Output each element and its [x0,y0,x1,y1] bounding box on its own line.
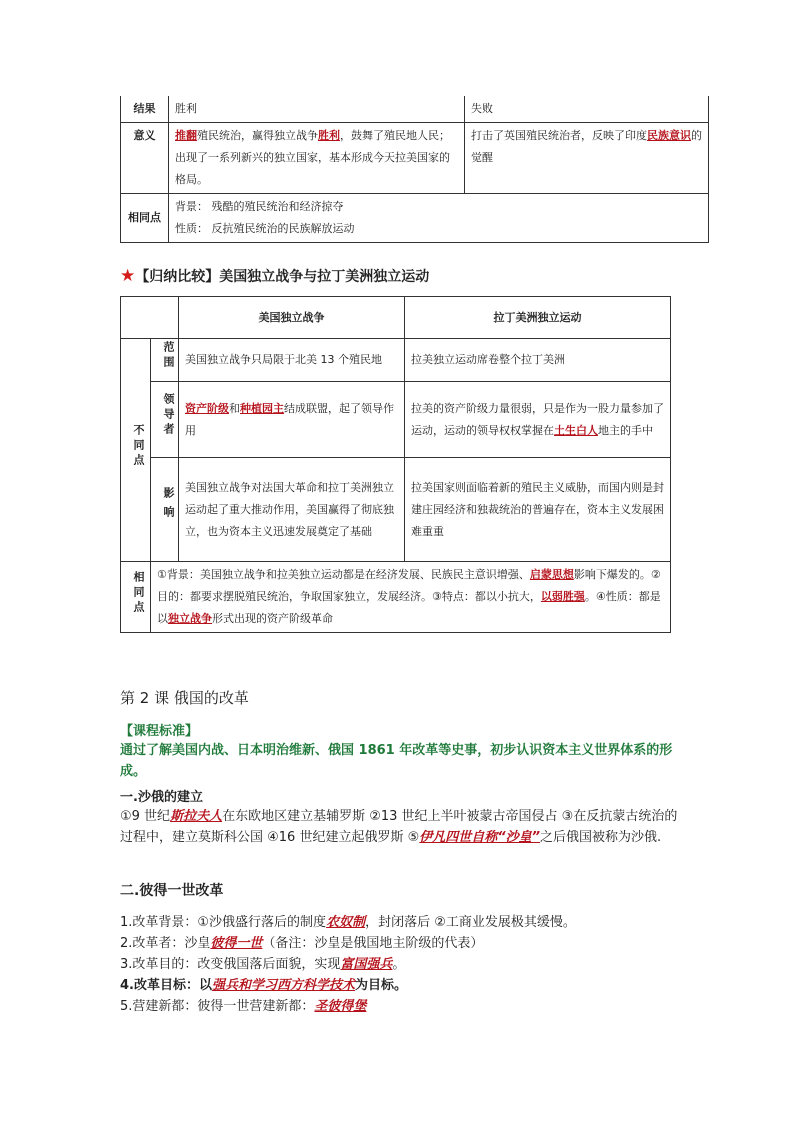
diff-label: 不同点 [121,339,151,562]
lesson-title: 第 2 课 俄国的改革 [120,689,249,707]
compare-header-row [121,297,671,339]
leader-us: 资产阶级和种植园主结成联盟，起了领导作用 [179,382,405,458]
significance-row [121,123,709,194]
compare-table [120,296,671,633]
result-row [121,96,709,123]
list-item: 3.改革目的：改变俄国落后面貌，实现富国强兵。 [120,957,406,972]
leader-la: 拉美的资产阶级力量很弱，只是作为一股力量参加了运动，运动的领导权权掌握在土生白人地主的手中 [405,382,671,458]
list-item: 5.营建新都：彼得一世营建新都：圣彼得堡 [120,999,367,1014]
list-item: 4.改革目标：以强兵和学习西方科学技术为目标。 [120,978,408,993]
compare-common-content: ①背景：美国独立战争和拉美独立运动都是在经济发展、民族民主意识增强、启蒙思想影响下爆发的。②目的：都要求摆脱殖民统治，争取国家独立，发展经济。③特点：都以小抗大，以弱胜强。④性质：都是以独立战争形式出现的资产阶级革命 [151,562,671,633]
col-la: 拉丁美洲独立运动 [405,297,671,339]
col-us: 美国独立战争 [179,297,405,339]
compare-common-row [121,562,671,633]
scope-la: 拉美独立运动席卷整个拉丁美洲 [405,339,671,382]
section1-title: 一.沙俄的建立 [120,790,203,805]
impact-row [121,458,671,562]
section2-title: 二.彼得一世改革 [120,883,224,899]
significance-label: 意义 [121,123,169,194]
standard-label: 【课程标准】 [120,724,199,739]
scope-us: 美国独立战争只局限于北美 13 个殖民地 [179,339,405,382]
significance-right: 打击了英国殖民统治者，反映了印度民族意识的觉醒 [465,123,709,194]
leader-row [121,382,671,458]
common-nature: 性质： 反抗殖民统治的民族解放运动 [175,222,355,235]
standard-text: 通过了解美国内战、日本明治维新、俄国 1861 年改革等史事，初步认识资本主义世界体系的形成。 [120,743,673,779]
compare-common-label: 相同点 [121,562,151,633]
common-row [121,194,709,243]
result-table [120,96,709,243]
result-success: 胜利 [169,96,465,123]
section2-list [120,912,700,1017]
list-item: 2.改革者：沙皇彼得一世（备注：沙皇是俄国地主阶级的代表） [120,936,484,951]
compare-title: ★【归纳比较】美国独立战争与拉丁美洲独立运动 [120,266,430,286]
common-background: 背景： 残酷的殖民统治和经济掠夺 [175,200,344,213]
star-icon: ★ [120,266,136,286]
scope-label: 范围 [151,339,179,382]
common-content [169,194,709,243]
significance-left: 推翻殖民统治，赢得独立战争胜利，鼓舞了殖民地人民；出现了一系列新兴的独立国家，基本形成今天拉美国家的格局。 [169,123,465,194]
section1-paragraph: ①9 世纪斯拉夫人在东欧地区建立基辅罗斯 ②13 世纪上半叶被蒙古帝国侵占 ③在反抗蒙古统治的过程中，建立莫斯科公国 ④16 世纪建立起俄罗斯 ⑤伊凡四世自称“沙皇”之后俄国被称为沙俄. [120,809,678,845]
leader-label: 领导者 [151,382,179,458]
impact-label: 影响 [151,458,179,562]
common-label: 相同点 [121,194,169,243]
impact-la: 拉美国家则面临着新的殖民主义威胁，而国内则是封建庄园经济和独裁统治的普遍存在，资本主义发展困难重重 [405,458,671,562]
impact-us: 美国独立战争对法国大革命和拉丁美洲独立运动起了重大推动作用，美国赢得了彻底独立，也为资本主义迅速发展奠定了基础 [179,458,405,562]
result-label: 结果 [121,96,169,123]
list-item: 1.改革背景：①沙俄盛行落后的制度农奴制，封闭落后 ②工商业发展极其缓慢。 [120,915,576,930]
scope-row [121,339,671,382]
result-fail: 失败 [465,96,709,123]
